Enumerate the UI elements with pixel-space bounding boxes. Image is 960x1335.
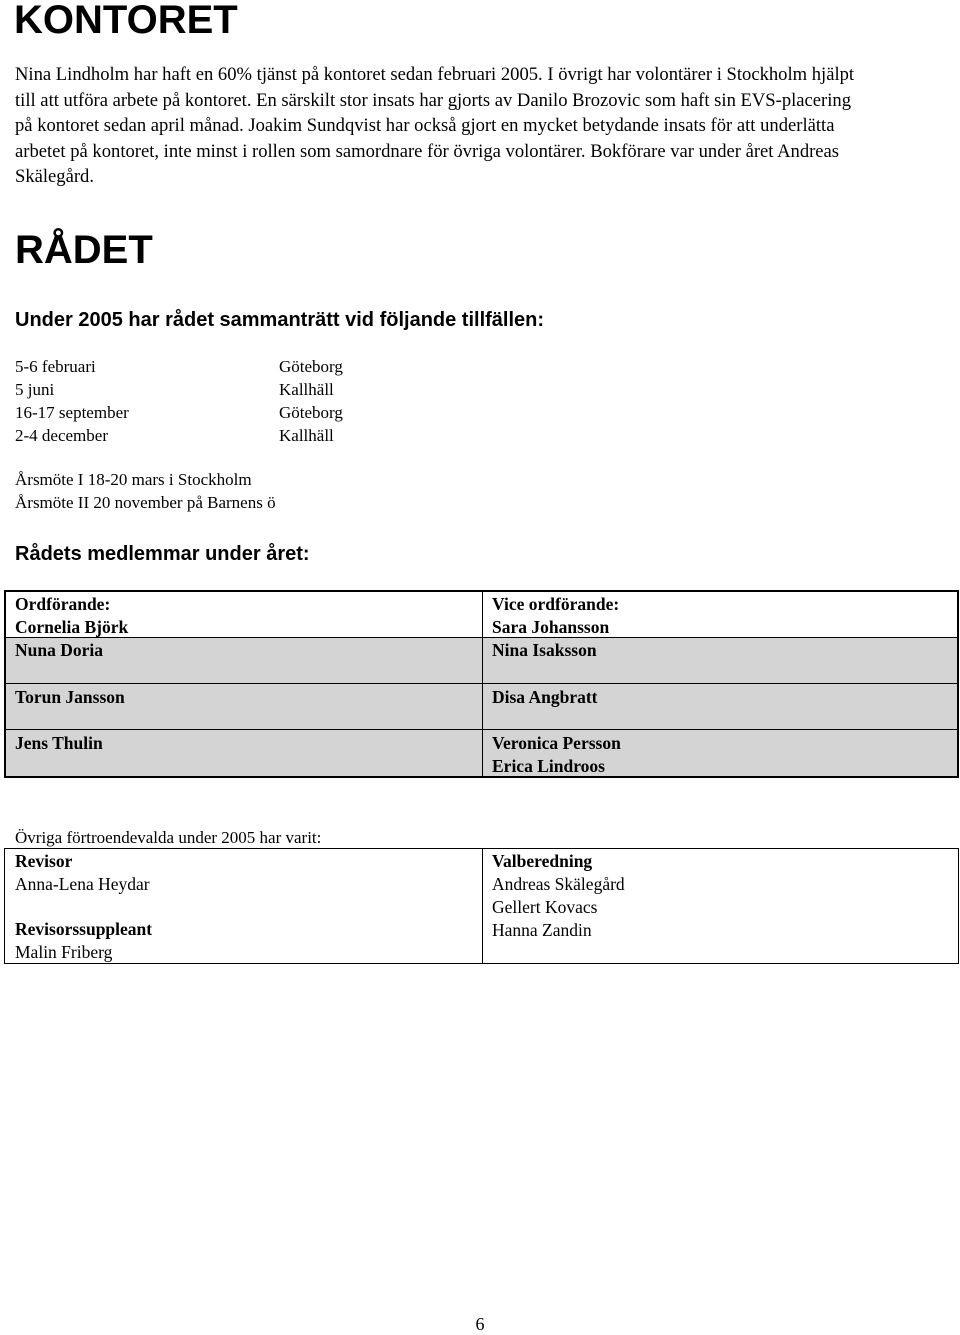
annual-meeting: Årsmöte II 20 november på Barnens ö xyxy=(15,493,276,512)
meeting-date: 2-4 december xyxy=(15,426,108,445)
meeting-date: 5 juni xyxy=(15,380,55,399)
kontoret-heading: KONTORET xyxy=(14,0,238,42)
valberedning-label: Valberedning xyxy=(492,851,593,871)
member-name: Cornelia Björk xyxy=(15,617,129,637)
meeting-date: 5-6 februari xyxy=(15,357,96,376)
revisor-label: Revisor xyxy=(15,851,73,871)
other-heading: Övriga förtroendevalda under 2005 har varit: xyxy=(15,828,322,847)
annual-meeting: Årsmöte I 18-20 mars i Stockholm xyxy=(15,470,252,489)
member-name: Jens Thulin xyxy=(15,733,103,753)
member-name: Nina Isaksson xyxy=(492,640,597,660)
meetings-list xyxy=(15,355,515,447)
meeting-place: Kallhäll xyxy=(279,426,334,445)
vice-chair-title: Vice ordförande: xyxy=(492,594,620,614)
meeting-place: Göteborg xyxy=(279,403,343,422)
kontoret-paragraph xyxy=(15,62,945,190)
valberedning-name: Hanna Zandin xyxy=(492,920,592,940)
revisorssuppleant-name: Malin Friberg xyxy=(15,942,113,962)
paragraph-line: på kontoret sedan april månad. Joakim Sundqvist har också gjort en mycket betydande insats för att underlätta xyxy=(15,115,835,136)
paragraph-line: till att utföra arbete på kontoret. En särskilt stor insats har gjorts av Danilo Brozovic som haft sin EVS-placering xyxy=(15,89,852,111)
member-name: Erica Lindroos xyxy=(492,756,605,776)
chair-title: Ordförande: xyxy=(15,594,111,614)
member-name: Veronica Persson xyxy=(492,733,621,753)
meeting-row xyxy=(15,424,515,447)
meeting-place: Göteborg xyxy=(279,357,343,376)
meeting-row xyxy=(15,401,515,424)
member-name: Torun Jansson xyxy=(15,687,125,707)
members-table xyxy=(4,590,959,778)
revisorssuppleant-label: Revisorssuppleant xyxy=(15,919,153,939)
revisor-name: Anna-Lena Heydar xyxy=(15,874,150,894)
paragraph-line: Nina Lindholm har haft en 60% tjänst på kontoret sedan februari 2005. I övrigt har volontärer i Stockholm hjälpt xyxy=(15,64,855,85)
meetings-heading: Under 2005 har rådet sammanträtt vid följande tillfällen: xyxy=(15,309,545,331)
meeting-row xyxy=(15,355,515,378)
column-divider xyxy=(482,849,483,963)
other-elected-table xyxy=(4,848,959,964)
members-heading: Rådets medlemmar under året: xyxy=(15,543,310,565)
meeting-place: Kallhäll xyxy=(279,380,334,399)
member-name: Disa Angbratt xyxy=(492,687,598,707)
paragraph-line: Skälegård. xyxy=(15,166,94,187)
member-name: Nuna Doria xyxy=(15,640,103,660)
valberedning-name: Andreas Skälegård xyxy=(492,874,625,894)
annual-meetings xyxy=(15,468,276,514)
paragraph-line: arbetet på kontoret, inte minst i rollen som samordnare för övriga volontärer. Bokförare var under året Andreas xyxy=(15,140,840,162)
member-name: Sara Johansson xyxy=(492,617,610,637)
radet-heading: RÅDET xyxy=(15,228,153,272)
meeting-row xyxy=(15,378,515,401)
page-number: 6 xyxy=(475,1314,485,1334)
valberedning-name: Gellert Kovacs xyxy=(492,897,598,917)
meeting-date: 16-17 september xyxy=(15,403,129,422)
